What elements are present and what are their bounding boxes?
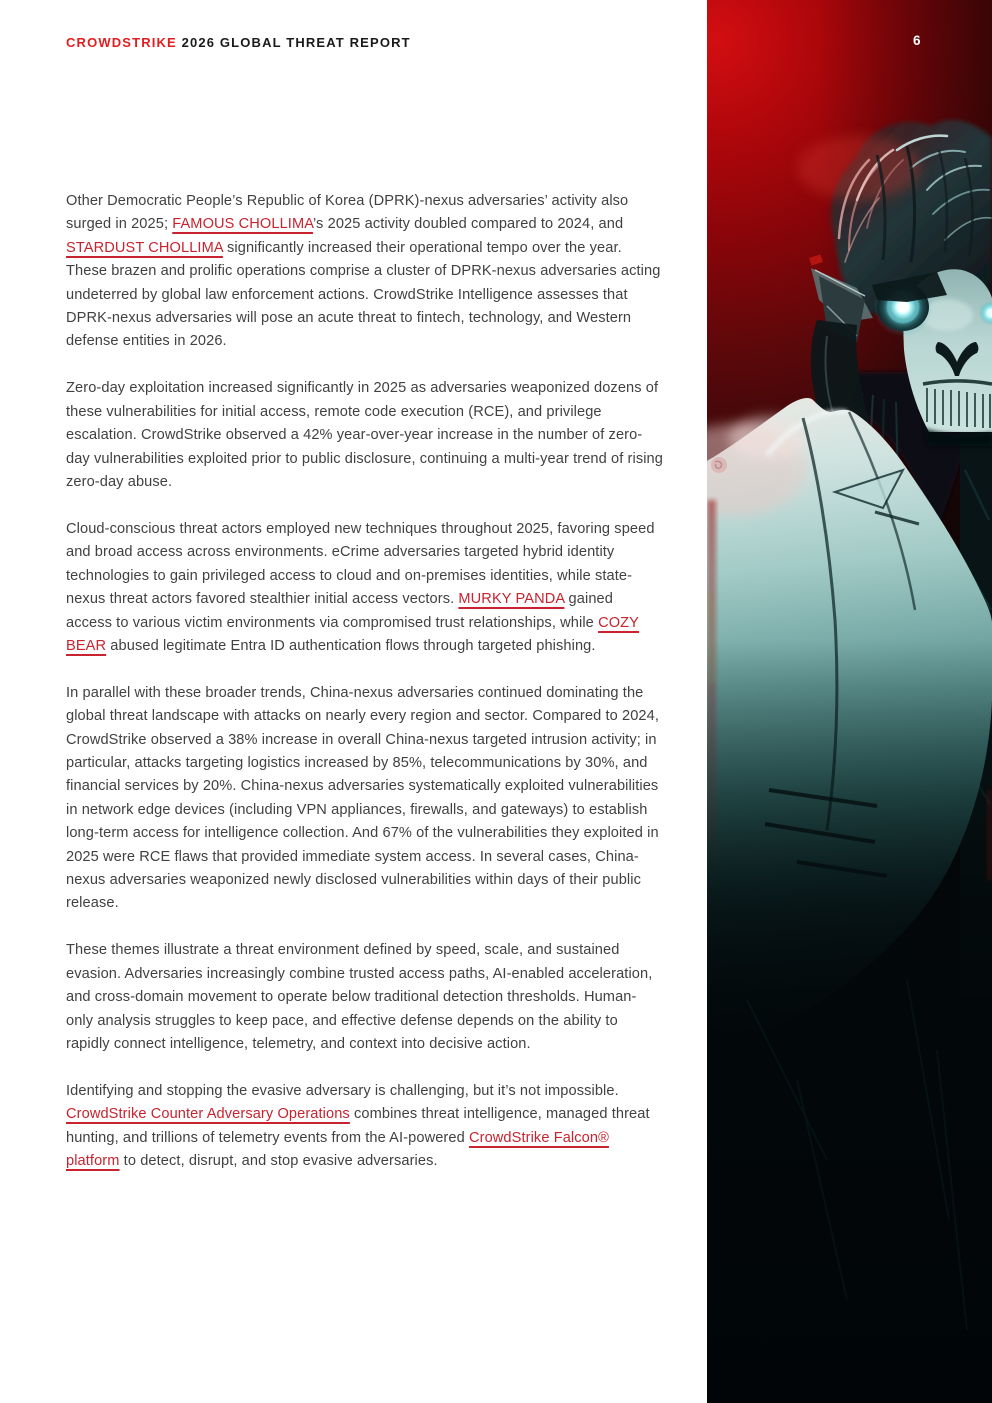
paragraph xyxy=(66,377,663,494)
text-run: gained access to various victim environments via compromised trust relationships, while xyxy=(66,591,613,631)
text-run: Identifying and stopping the evasive adversary is challenging, but it’s not impossible. xyxy=(66,1082,619,1099)
inline-link[interactable]: CrowdStrike Falcon® platform xyxy=(66,1129,609,1170)
text-run: ’s 2025 activity doubled compared to 2024, and xyxy=(312,216,624,233)
text-run: Cloud-conscious threat actors employed new techniques throughout 2025, favoring speed and broad access across environments. eCrime adversaries targeted hybrid identity technologies to gain privileged access to cloud and on-premises identities, while state-nexus threat actors favored stealthier initial access vectors. xyxy=(66,520,655,608)
report-title: 2026 GLOBAL THREAT REPORT xyxy=(181,35,411,50)
threat-actor-artwork xyxy=(707,0,992,1403)
inline-link[interactable]: MURKY PANDA xyxy=(458,591,565,608)
paragraph xyxy=(66,1080,663,1174)
text-run: combines threat intelligence, managed threat hunting, and trillions of telemetry events from the AI-powered xyxy=(66,1106,650,1146)
artwork-panel xyxy=(707,0,992,1403)
text-run: In parallel with these broader trends, China-nexus adversaries continued dominating the global threat landscape with attacks on nearly every region and sector. Compared to 2024, CrowdStrike observed a 38% increase in overall China-nexus targeted intrusion activity; in particular, attacks targeting logistics increased by 85%, telecommunications by 30%, and financial services by 20%. China-nexus adversaries systematically exploited vulnerabilities in network edge devices (including VPN appliances, firewalls, and gateways) to establish long-term access for intelligence collection. And 67% of the vulnerabilities they exploited in 2025 were RCE flaws that provided immediate system access. In several cases, China-nexus adversaries weaponized newly disclosed vulnerabilities within days of their public release. xyxy=(66,684,659,912)
article-body xyxy=(66,190,663,1197)
text-run: significantly increased their operational tempo over the year. These brazen and prolific operations comprise a cluster of DPRK-nexus adversaries acting undeterred by global law enforcement actions. CrowdStrike Intelligence assesses that DPRK-nexus adversaries will pose an acute threat to fintech, technology, and Western defense entities in 2026. xyxy=(66,239,661,350)
brand-wordmark: CROWDSTRIKE xyxy=(66,35,177,50)
paragraph xyxy=(66,518,663,658)
inline-link[interactable]: STARDUST CHOLLIMA xyxy=(66,239,223,256)
inline-link[interactable]: CrowdStrike Counter Adversary Operations xyxy=(66,1106,350,1123)
inline-link[interactable]: COZY BEAR xyxy=(66,614,640,654)
text-run: These themes illustrate a threat environment defined by speed, scale, and sustained evasion. Adversaries increasingly combine trusted access paths, AI-enabled acceleration, and cross-domain movement to operate below traditional detection thresholds. Human-only analysis struggles to keep pace, and effective defense depends on the ability to rapidly connect intelligence, telemetry, and context into decisive action. xyxy=(66,942,653,1052)
text-run: Other Democratic People’s Republic of Korea (DPRK)-nexus adversaries’ activity also surged in 2025; xyxy=(66,193,629,233)
paragraph xyxy=(66,682,663,916)
inline-link[interactable]: FAMOUS CHOLLIMA xyxy=(172,216,313,233)
page-number: 6 xyxy=(913,33,922,48)
page-header xyxy=(66,35,411,50)
paragraph xyxy=(66,939,663,1056)
lapel-rose xyxy=(711,457,727,473)
text-run: abused legitimate Entra ID authentication flows through targeted phishing. xyxy=(106,637,596,654)
text-run: to detect, disrupt, and stop evasive adversaries. xyxy=(119,1153,438,1170)
paragraph xyxy=(66,190,663,354)
text-run: Zero-day exploitation increased significantly in 2025 as adversaries weaponized dozens of these vulnerabilities for initial access, remote code execution (RCE), and privilege escalation. CrowdStrike observed a 42% year-over-year increase in the number of zero-day vulnerabilities exploited prior to public disclosure, continuing a multi-year trend of rising zero-day abuse. xyxy=(66,380,663,490)
